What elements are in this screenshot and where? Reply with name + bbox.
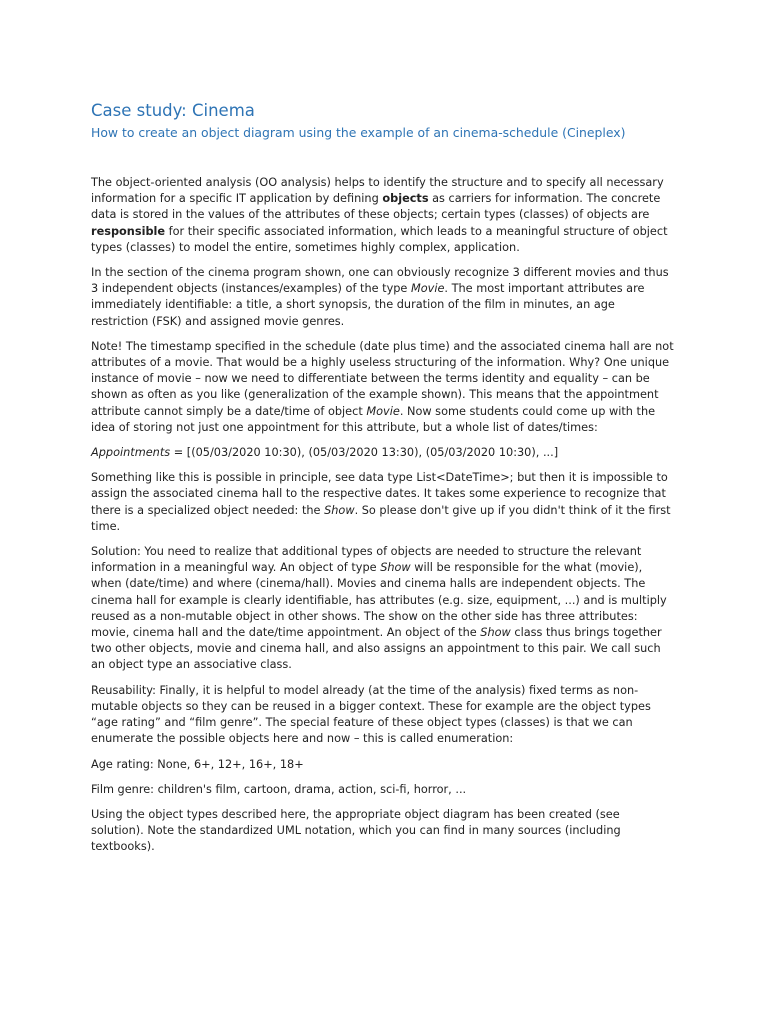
text-line [91, 641, 681, 657]
text-line [91, 576, 681, 592]
text-line [91, 757, 681, 773]
text-run: The object-oriented analysis (OO analysis) helps to identify the structure and to specify all necessary [91, 176, 664, 189]
document-content [91, 100, 681, 856]
text-line [91, 470, 681, 486]
text-line [91, 519, 681, 535]
text-run: enumerate the possible objects here and now – this is called enumeration: [91, 732, 514, 746]
page-title: Case study: Cinema [91, 101, 255, 120]
text-run: Using the object types described here, the appropriate object diagram has been created (see [91, 807, 620, 821]
text-line [91, 593, 681, 609]
text-run: mutable objects so they can be reused in a bigger context. These for example are the object types [91, 699, 651, 713]
text-line [91, 339, 681, 355]
text-run: Film genre: children's film, cartoon, drama, action, sci-fi, horror, ... [91, 782, 467, 796]
text-run: Age rating: None, 6+, 12+, 16+, 18+ [91, 757, 304, 771]
text-line [91, 387, 681, 403]
text-run: restriction (FSK) and assigned movie genres. [91, 314, 345, 328]
text-run: instance of movie – now we need to differentiate between the terms identity and equality – can be [91, 372, 650, 386]
text-run: Note! The timestamp specified in the schedule (date plus time) and the associated cinema hall are not [91, 339, 674, 353]
text-line [91, 715, 681, 731]
text-run: shown as often as you like (generalization of the example shown). This means that the appointment [91, 388, 659, 402]
paragraph [91, 544, 681, 674]
text-run: “age rating” and “film genre”. The special feature of these object types (classes) is that we can [91, 716, 633, 730]
paragraph [91, 175, 681, 256]
text-line [91, 782, 681, 798]
text-line [91, 420, 681, 436]
text-run: . Now some students could come up with the [399, 404, 656, 418]
text-run: information in a meaningful way. An object of type [91, 561, 381, 575]
text-line [91, 240, 681, 256]
text-line [91, 371, 681, 387]
paragraph [91, 445, 681, 461]
text-line [91, 731, 681, 747]
text-run: an object type an associative class. [91, 658, 292, 672]
text-run: time. [91, 519, 121, 533]
text-line [91, 560, 681, 576]
text-line [91, 807, 681, 823]
paragraph [91, 339, 681, 436]
text-run: reused as a non-mutable object in other shows. The show on the other side has three attributes: [91, 609, 638, 623]
text-line [91, 404, 681, 420]
text-line [91, 683, 681, 699]
page-subtitle: How to create an object diagram using the example of an cinema-schedule (Cineplex) [91, 125, 626, 140]
italic-term: Show [324, 503, 355, 517]
bold-term: objects [382, 192, 429, 206]
text-run: = [(05/03/2020 10:30), (05/03/2020 13:30), (05/03/2020 10:30), ...] [170, 446, 559, 460]
text-line [91, 314, 681, 330]
paragraph [91, 782, 681, 798]
text-line [91, 265, 681, 281]
text-line [91, 544, 681, 560]
text-line [91, 699, 681, 715]
text-line [91, 191, 681, 207]
italic-term: Appointments [91, 446, 171, 460]
body-text [91, 175, 681, 856]
text-run: movie, cinema hall and the date/time appointment. An object of the [91, 626, 481, 640]
paragraph [91, 757, 681, 773]
text-run: . The most important attributes are [444, 282, 645, 296]
italic-term: Movie [410, 282, 445, 296]
text-run: for their specific associated information, which leads to a meaningful structure of object [165, 224, 668, 238]
text-run: as carriers for information. The concrete [428, 192, 661, 206]
paragraph [91, 807, 681, 856]
text-line [91, 486, 681, 502]
text-run: Solution: You need to realize that additional types of objects are needed to structure the relevant [91, 545, 642, 559]
text-line [91, 445, 681, 461]
text-run: solution). Note the standardized UML notation, which you can find in many sources (including [91, 824, 621, 838]
text-run: information for a specific IT application by defining [91, 192, 383, 206]
text-line [91, 297, 681, 313]
text-run: . So please don't give up if you didn't think of it the first [354, 503, 671, 517]
text-run: immediately identifiable: a title, a short synopsis, the duration of the film in minutes, an age [91, 298, 615, 312]
text-run: two other objects, movie and cinema hall, and also assigns an appointment to this pair. We call such [91, 642, 661, 656]
paragraph [91, 265, 681, 330]
text-run: class thus brings together [510, 626, 662, 640]
text-line [91, 823, 681, 839]
text-line [91, 281, 681, 297]
italic-term: Movie [366, 404, 400, 418]
text-run: attribute cannot simply be a date/time of object [91, 404, 367, 418]
text-run: 3 independent objects (instances/examples) of the type [91, 282, 411, 296]
paragraph [91, 470, 681, 535]
text-run: assign the associated cinema hall to the respective dates. It takes some experience to recognize that [91, 487, 666, 501]
text-run: attributes of a movie. That would be a highly useless structuring of the information. Why? One unique [91, 356, 670, 370]
text-run: types (classes) to model the entire, sometimes highly complex, application. [91, 240, 520, 254]
text-run: there is a specialized object needed: the [91, 503, 325, 517]
text-run: Reusability: Finally, it is helpful to model already (at the time of the analysis) fixed terms as non- [91, 683, 639, 697]
text-line [91, 625, 681, 641]
bold-term: responsible [91, 224, 166, 238]
text-line [91, 609, 681, 625]
italic-term: Show [380, 561, 411, 575]
text-line [91, 503, 681, 519]
text-line [91, 224, 681, 240]
text-run: cinema hall for example is clearly identifiable, has attributes (e.g. size, equipment, ...) and is multiply [91, 593, 667, 607]
text-line [91, 207, 681, 223]
text-line [91, 839, 681, 855]
text-run: In the section of the cinema program shown, one can obviously recognize 3 different movies and thus [91, 266, 669, 280]
text-line [91, 175, 681, 191]
paragraph [91, 683, 681, 748]
text-run: data is stored in the values of the attributes of these objects; certain types (classes) of objects are [91, 208, 650, 222]
text-run: when (date/time) and where (cinema/hall). Movies and cinema halls are independent objects. The [91, 577, 646, 591]
text-line [91, 355, 681, 371]
text-run: textbooks). [91, 840, 155, 854]
text-line [91, 657, 681, 673]
text-run: will be responsible for the what (movie), [410, 561, 643, 575]
text-run: Something like this is possible in principle, see data type List<DateTime>; but then it is impossible to [91, 471, 668, 485]
text-run: idea of storing not just one appointment for this attribute, but a whole list of dates/times: [91, 420, 598, 434]
italic-term: Show [480, 626, 511, 640]
